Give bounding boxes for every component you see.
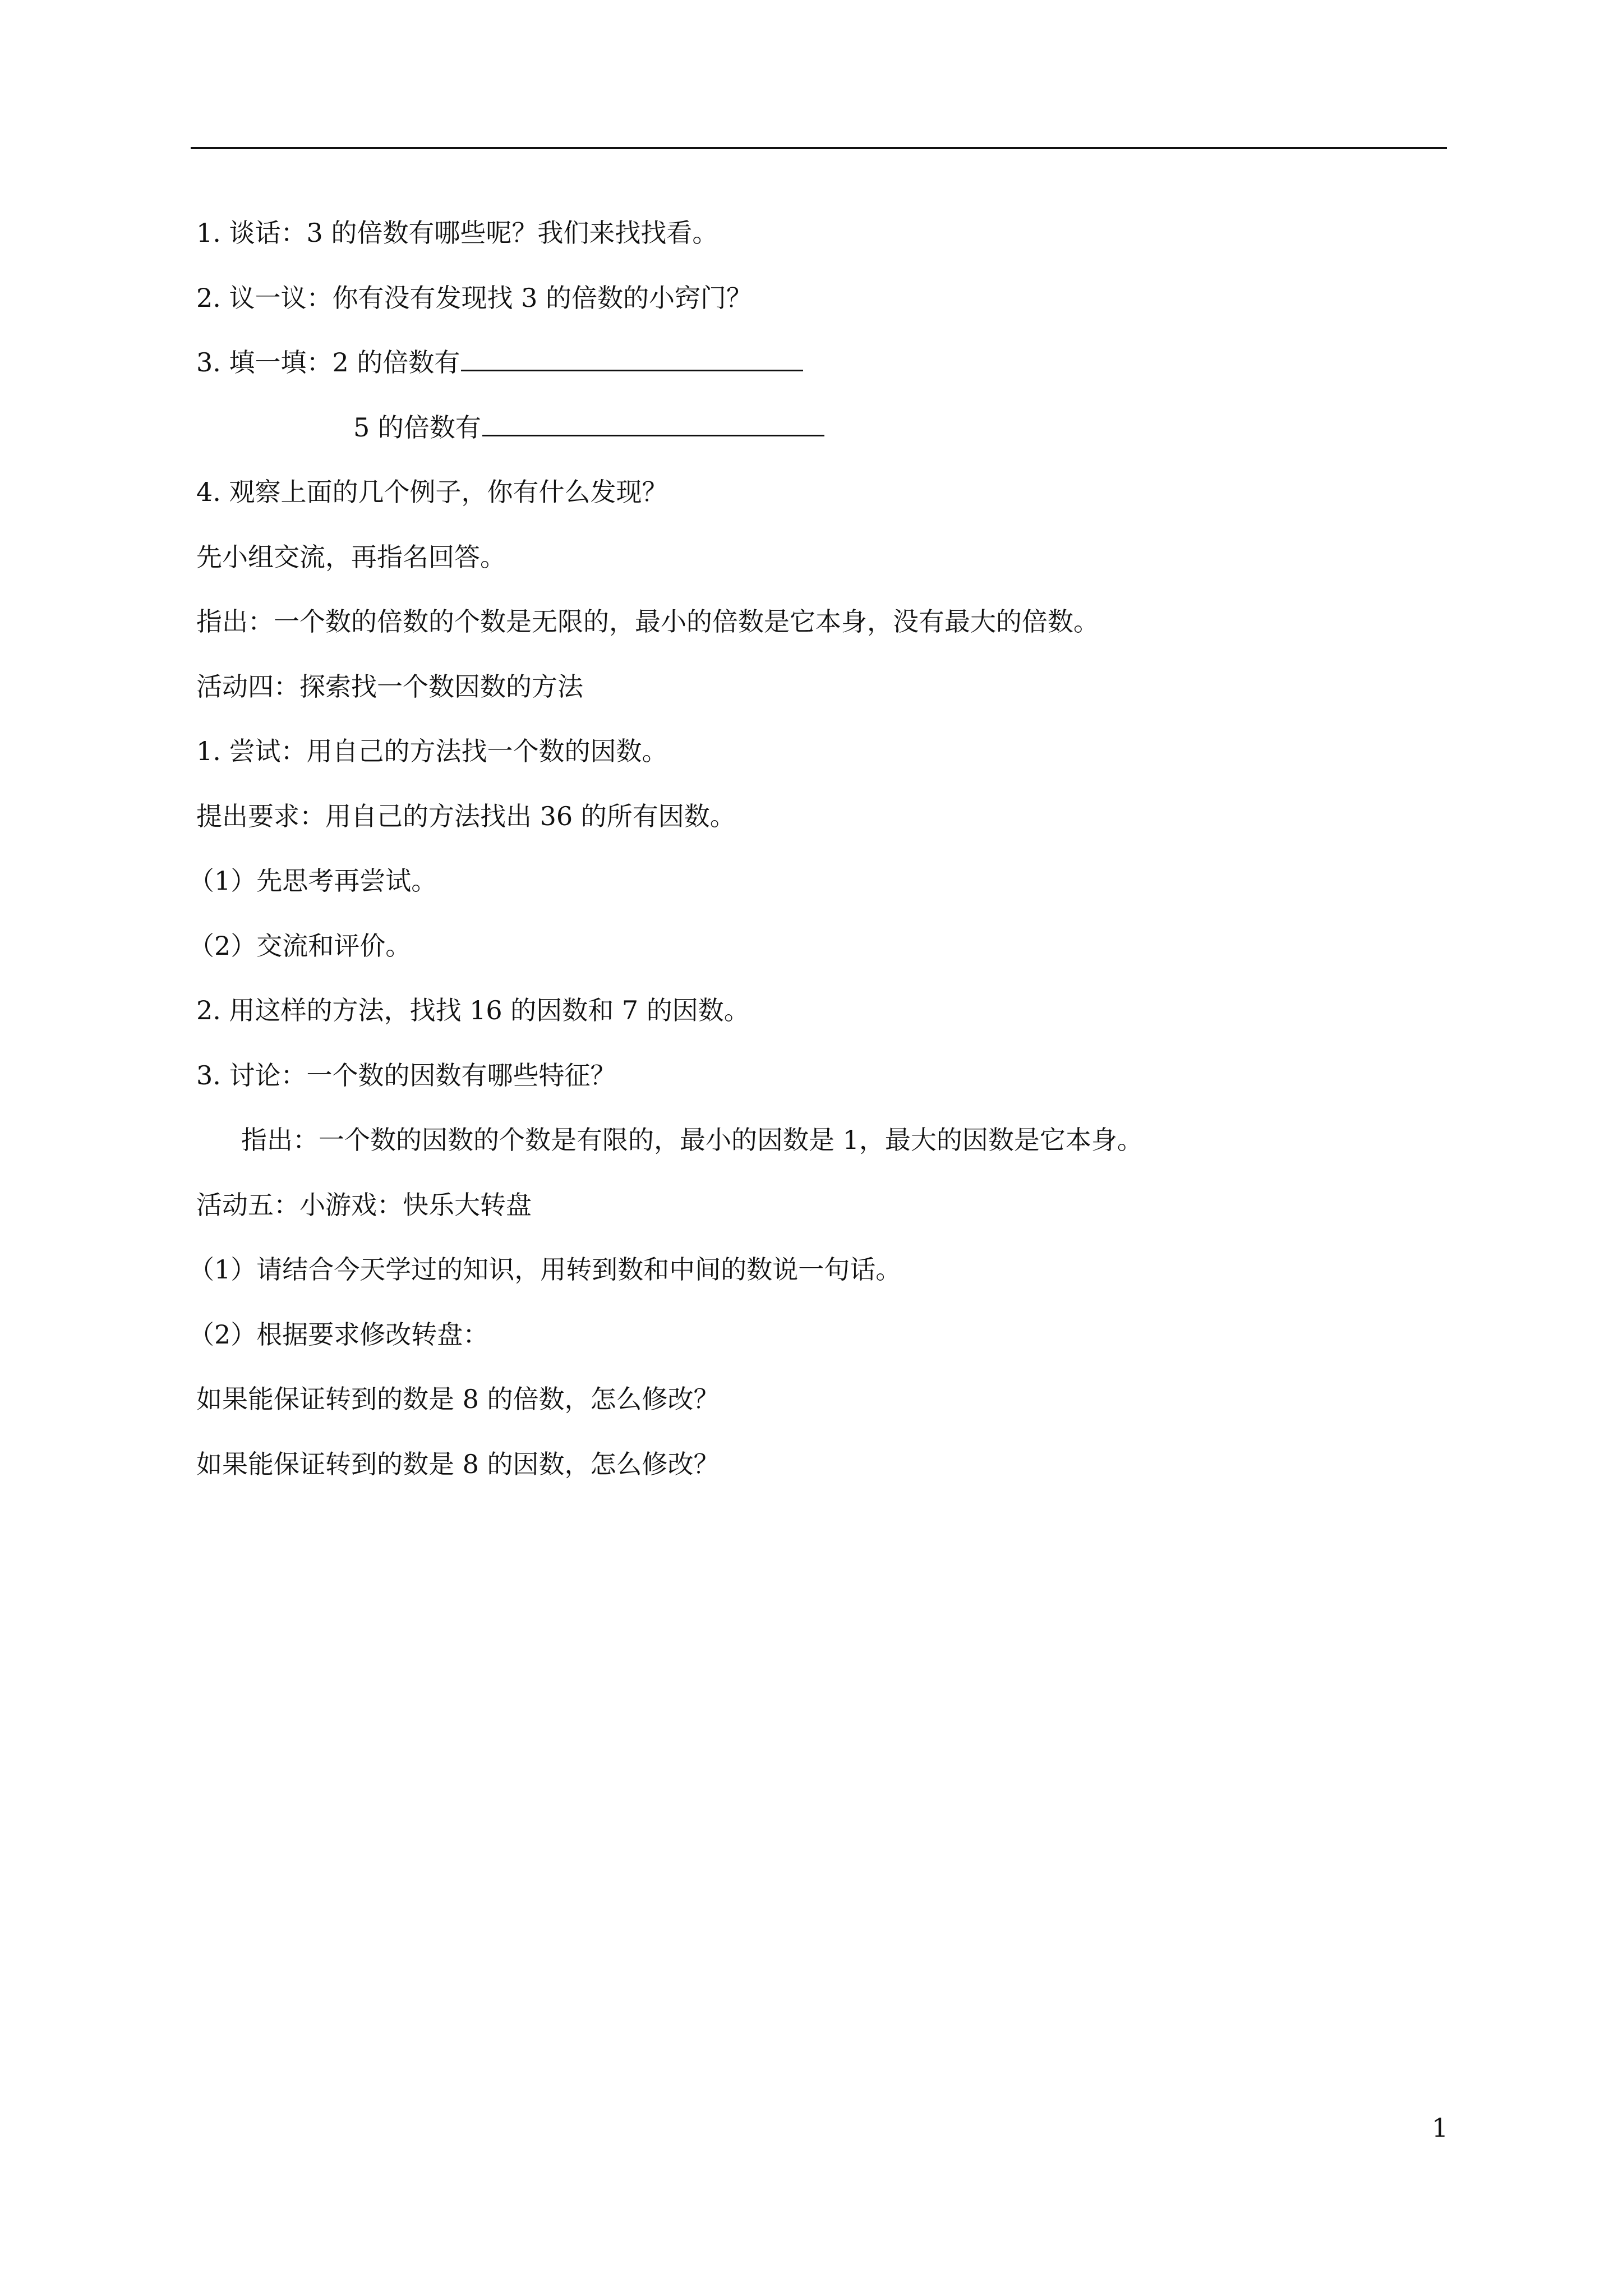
document-body	[188, 208, 1430, 1503]
fill-in-line: 5 的倍数有	[196, 402, 1430, 467]
text-line: 1. 谈话：3 的倍数有哪些呢？我们来找找看。	[196, 218, 718, 248]
text-line: 3. 讨论：一个数的因数有哪些特征？	[196, 1060, 616, 1091]
text-line: 如果能保证转到的数是 8 的因数，怎么修改？	[196, 1448, 720, 1479]
text-line: （1）请结合今天学过的知识，用转到数和中间的数说一句话。	[188, 1254, 902, 1285]
section-heading: 活动五：小游戏：快乐大转盘	[196, 1189, 532, 1220]
section-heading: 活动四：探索找一个数因数的方法	[196, 671, 583, 702]
fill-in-line: 3. 填一填：2 的倍数有	[196, 337, 1430, 402]
text-line: 先小组交流，再指名回答。	[196, 541, 506, 572]
text-line: 指出：一个数的因数的个数是有限的，最小的因数是 1，最大的因数是它本身。	[241, 1125, 1143, 1155]
text-line: 提出要求：用自己的方法找出 36 的所有因数。	[196, 800, 736, 831]
text-line: 指出：一个数的倍数的个数是无限的，最小的倍数是它本身，没有最大的倍数。	[196, 606, 1099, 637]
header-rule	[191, 147, 1447, 149]
text-line: （2）根据要求修改转盘：	[188, 1319, 489, 1350]
text-line: 1. 尝试：用自己的方法找一个数的因数。	[196, 736, 668, 766]
text-line: 2. 用这样的方法，找找 16 的因数和 7 的因数。	[196, 995, 750, 1025]
text-line: 4. 观察上面的几个例子，你有什么发现？	[196, 477, 668, 507]
text-line: （2）交流和评价。	[188, 930, 412, 961]
text-line: （1）先思考再尝试。	[188, 866, 437, 896]
text-line: 如果能保证转到的数是 8 的倍数，怎么修改？	[196, 1384, 720, 1414]
answer-blank[interactable]	[482, 406, 824, 436]
text-line: 2. 议一议：你有没有发现找 3 的倍数的小窍门？	[196, 282, 753, 313]
page-number: 1	[1432, 2113, 1449, 2143]
answer-blank[interactable]	[461, 341, 803, 371]
